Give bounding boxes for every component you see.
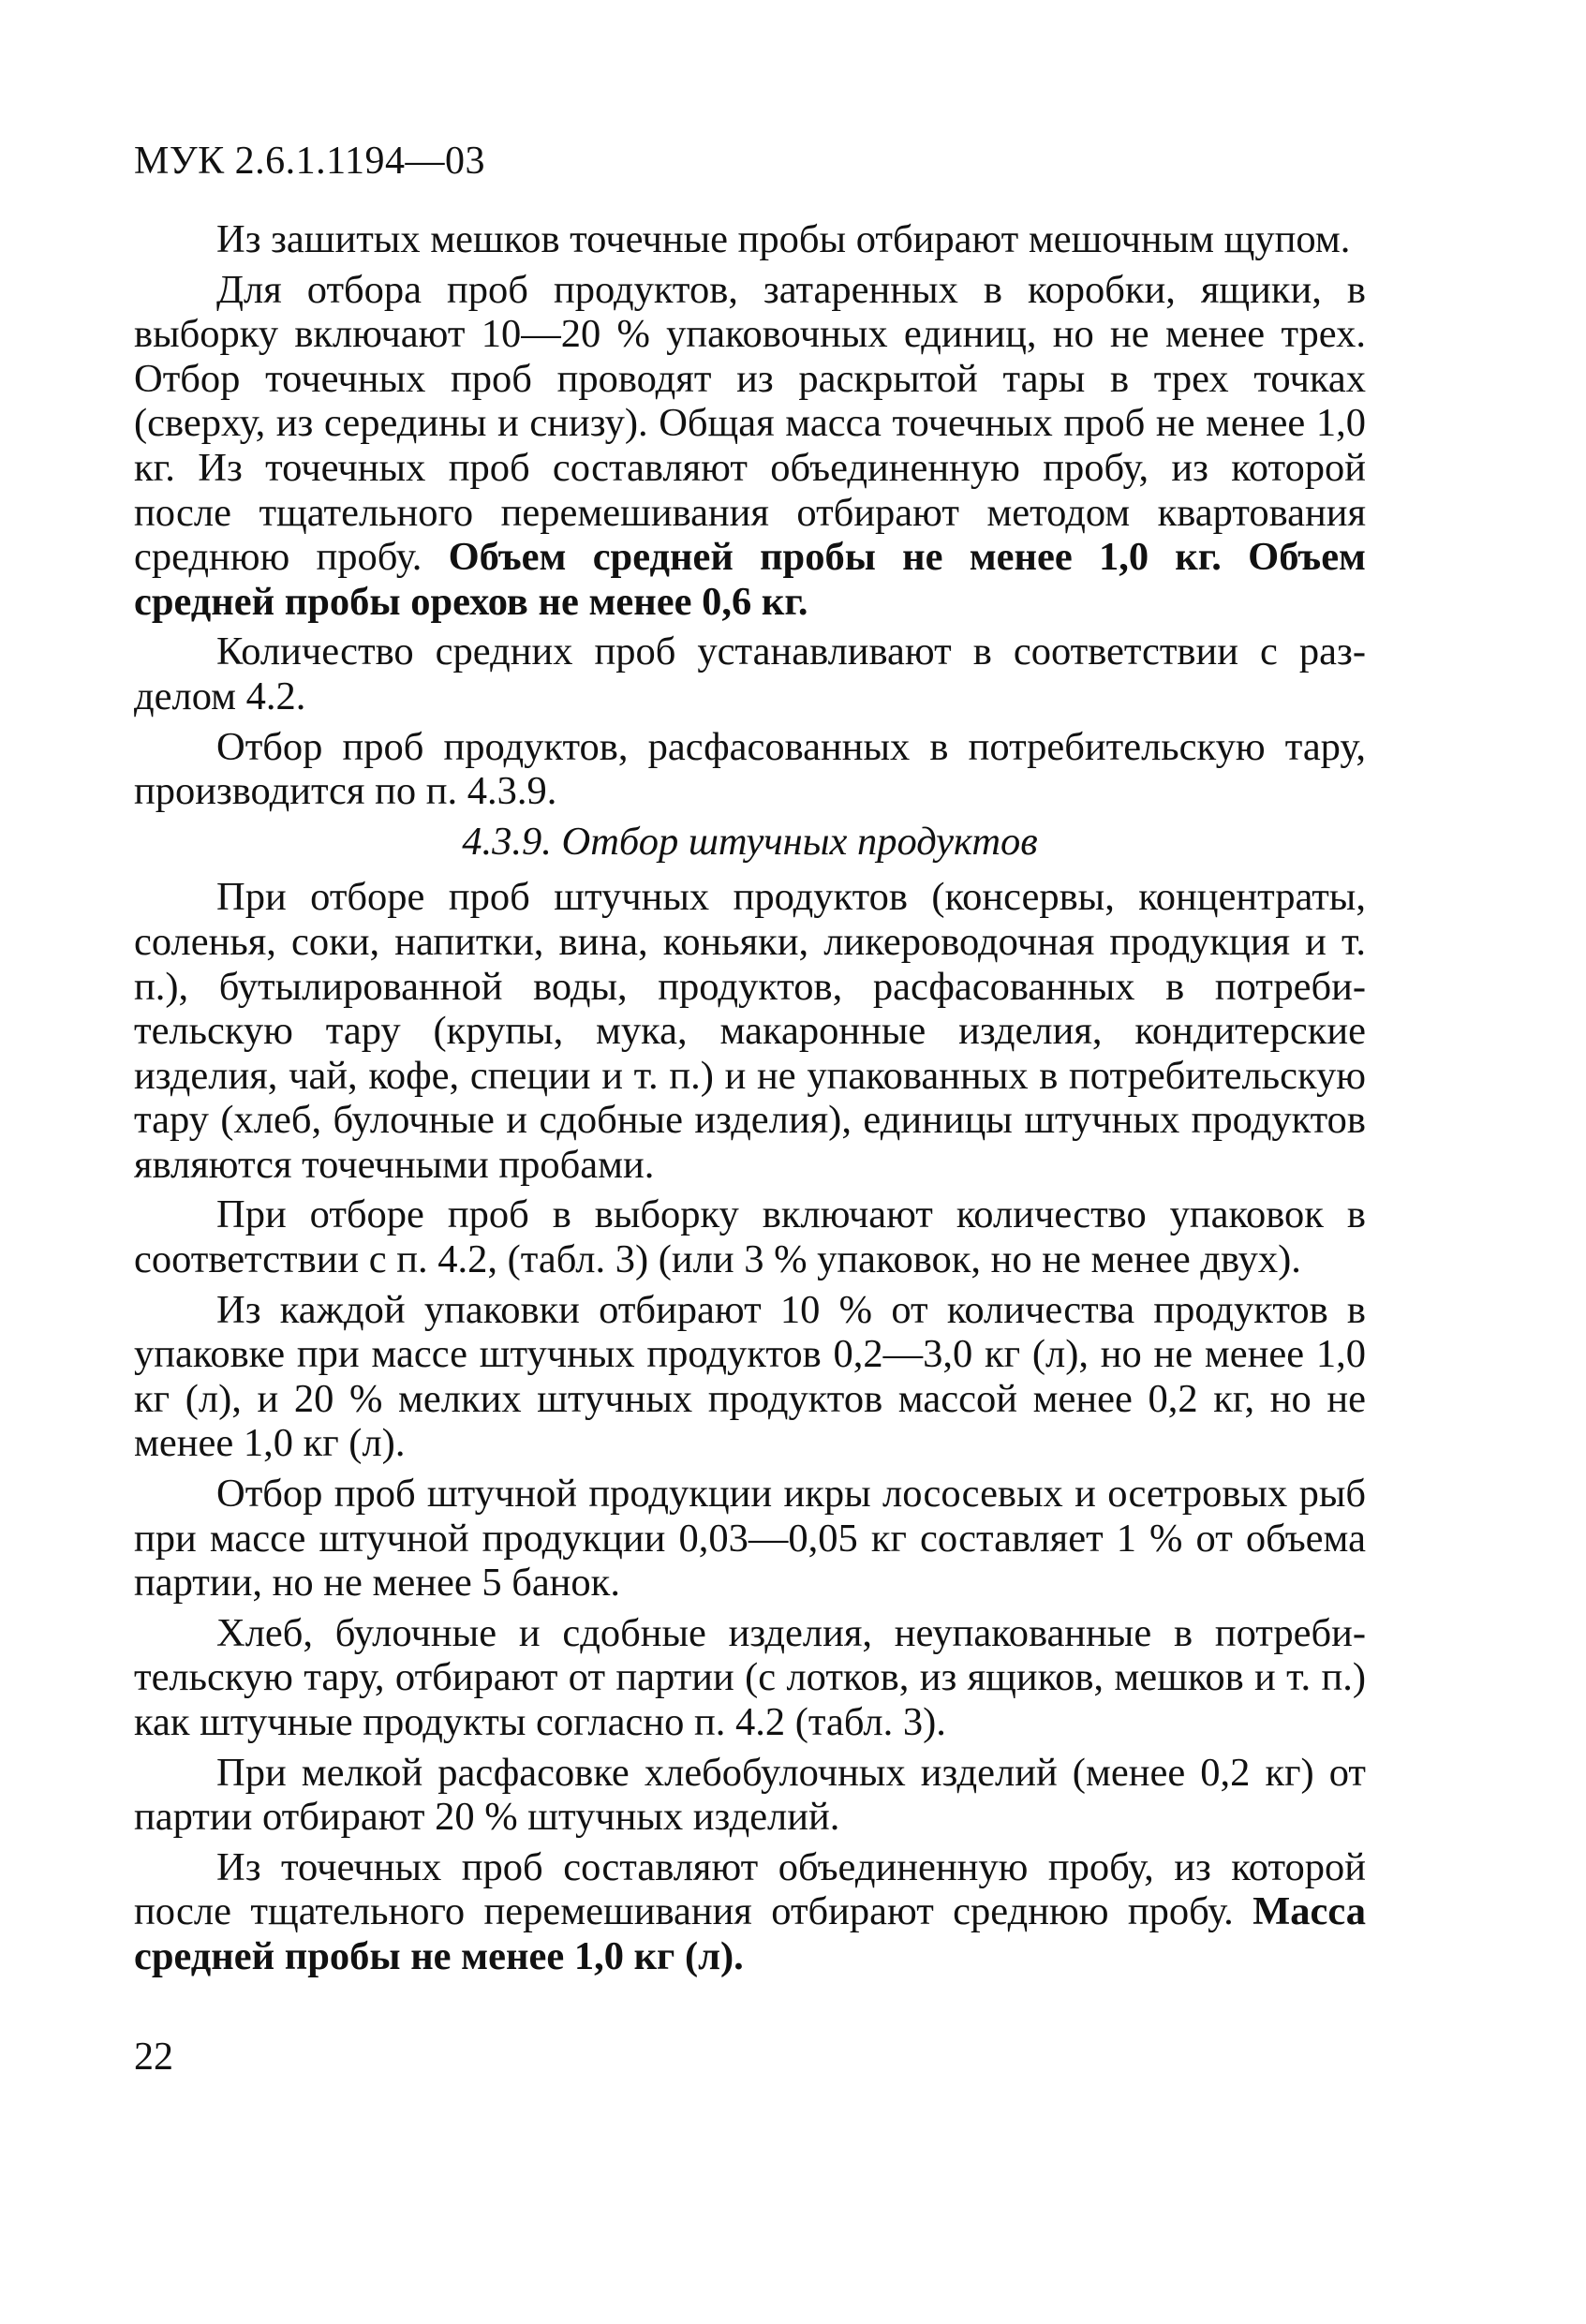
- document-body: [134, 217, 1366, 1985]
- document-code-header: МУК 2.6.1.1194—03: [134, 140, 486, 183]
- paragraph: Количество средних проб устанавливают в соответствии с разделом 4.2.: [134, 629, 1366, 718]
- paragraph: При отборе проб штучных продуктов (консервы, концентраты, соленья, соки, напитки, вина, коньяки, ликероводочная продукция и т. п.), бутылированной воды, продуктов, расфасованных в потребительскую тару (крупы, мука, макаронные изделия, кондитерские изделия, чай, кофе, специи и т. п.) и не упакованных в потребительскую тару (хлеб, булочные и сдобные изделия), единицы штучных продуктов являются точечными пробами.: [134, 875, 1366, 1187]
- paragraph: Отбор проб штучной продукции икры лососевых и осетровых рыб при массе штучной продукции 0,03—0,05 кг составляет 1 % от объема партии, но не менее 5 банок.: [134, 1472, 1366, 1606]
- paragraph: При отборе проб в выборку включают количество упаковок в соответствии с п. 4.2, (табл. 3) (или 3 % упаковок, но не менее двух).: [134, 1192, 1366, 1282]
- paragraph: Из зашитых мешков точечные пробы отбирают мешочным щупом.: [216, 217, 1351, 261]
- paragraph: При мелкой расфасовке хлебобулочных изделий (менее 0,2 кг) от партии отбирают 20 % штучных изделий.: [134, 1750, 1366, 1840]
- paragraph: Из точечных проб составляют объединенную пробу, из которой после тщательного перемешивания отбирают среднюю пробу. Масса средней пробы не менее 1,0 кг (л).: [134, 1844, 1366, 1978]
- paragraph: Хлеб, булочные и сдобные изделия, неупакованные в потребительскую тару, отбирают от партии (с лотков, из ящиков, мешков и т. п.) как штучные продукты согласно п. 4.2 (табл. 3).: [134, 1610, 1366, 1744]
- page-number: 22: [134, 2035, 173, 2079]
- paragraph: Для отбора проб продуктов, затаренных в коробки, ящики, в выборку включают 10—20 % упаковочных единиц, но не менее трех. Отбор точечных проб проводят из раскрытой тары в трех точках (сверху, из середины и снизу). Общая масса точечных проб не менее 1,0 кг. Из точечных проб составляют объединенную пробу, из которой после тщательного перемешивания отбирают методом квартования среднюю пробу. Объем средней пробы не менее 1,0 кг. Объем средней пробы орехов не менее 0,6 кг.: [134, 267, 1367, 624]
- section-heading: 4.3.9. Отбор штучных продуктов: [462, 819, 1038, 864]
- paragraph: Отбор проб продуктов, расфасованных в потребительскую тару, производится по п. 4.3.9.: [134, 724, 1366, 814]
- paragraph: Из каждой упаковки отбирают 10 % от количества продуктов в упаковке при массе штучных продуктов 0,2—3,0 кг (л), но не менее 1,0 кг (л), и 20 % мелких штучных продуктов массой менее 0,2 кг, но не менее 1,0 кг (л).: [134, 1287, 1366, 1466]
